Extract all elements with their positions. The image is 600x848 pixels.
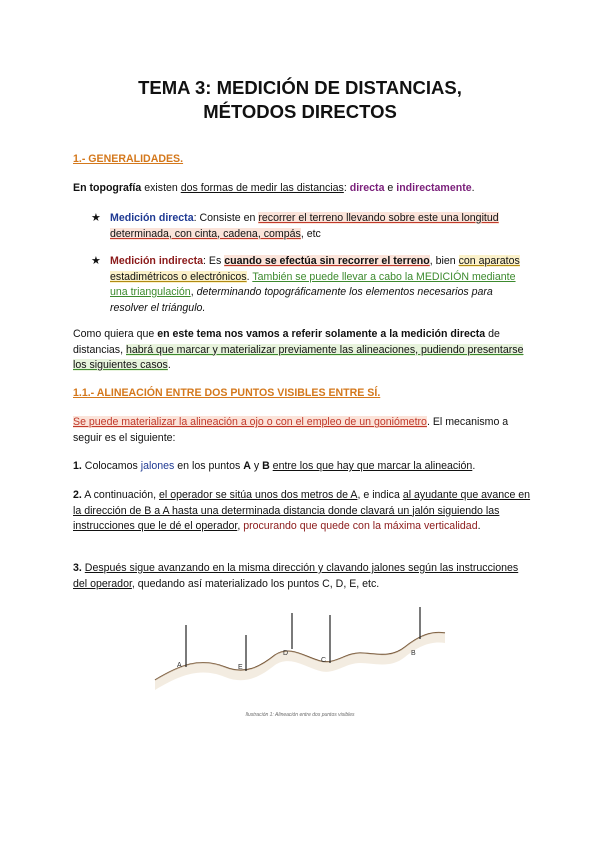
intro-underlined: dos formas de medir las distancias bbox=[180, 182, 344, 194]
label-d: D bbox=[283, 650, 289, 657]
step-red-text: procurando que quede con la máxima verticalidad bbox=[243, 520, 478, 532]
bullet-label: Medición indirecta bbox=[110, 255, 204, 267]
step-1 bbox=[73, 459, 533, 475]
para-text: . bbox=[167, 359, 171, 371]
step-text: , quedando así materializado los puntos C, D, E, etc. bbox=[131, 577, 380, 590]
heading-text: 1.- GENERALIDADES. bbox=[73, 153, 184, 165]
title-line-1: TEMA 3: MEDICIÓN DE DISTANCIAS, bbox=[138, 77, 462, 98]
bullet-medicion-indirecta bbox=[110, 254, 520, 316]
intro-directa: directa bbox=[349, 182, 385, 194]
para-highlight: Se puede materializar la alineación a ojo o con el empleo de un goniómetro bbox=[73, 416, 427, 428]
step-text: y bbox=[250, 460, 263, 472]
step-text: Colocamos bbox=[81, 460, 141, 472]
step-number: 3. bbox=[73, 562, 82, 574]
step-3 bbox=[73, 561, 533, 592]
step-text: . bbox=[472, 460, 476, 472]
step-text: en los puntos bbox=[174, 460, 244, 472]
step-point-a: A bbox=[243, 460, 251, 472]
step-2 bbox=[73, 488, 533, 535]
figure-caption: Ilustración 1: Alineación entre dos puntos visibles bbox=[245, 712, 355, 718]
para-bold: en este tema nos vamos a referir solamente a la medición directa bbox=[157, 328, 486, 340]
bullet-text: : Consiste en bbox=[193, 212, 259, 224]
step-underlined: al ayudante que avance en la dirección de B a A hasta una determinada distancia donde clavará un jalón siguiendo las instrucciones que le dé el operador bbox=[73, 489, 531, 532]
bullet-text: : Es bbox=[203, 255, 225, 267]
bullet-text: , bien bbox=[429, 255, 459, 267]
label-b: B bbox=[411, 650, 416, 657]
intro-paragraph bbox=[73, 181, 533, 197]
bullet-text: , etc bbox=[300, 227, 321, 240]
label-a: A bbox=[177, 662, 182, 669]
paragraph-medicion-directa bbox=[73, 327, 533, 374]
bullet-medicion-directa bbox=[110, 211, 520, 242]
bullet-highlight: recorrer el terreno llevando sobre este una longitud determinada, con cinta, cadena, compás bbox=[110, 212, 499, 240]
para-text: . El mecanismo a seguir es el siguiente: bbox=[73, 416, 509, 444]
star-bullet-icon: ★ bbox=[91, 255, 101, 267]
step-number: 2. bbox=[73, 489, 82, 501]
bullet-highlight: cuando se efectúa sin recorrer el terreno bbox=[224, 255, 430, 267]
section-heading-alineacion bbox=[73, 386, 533, 402]
bullet-label: Medición directa bbox=[110, 212, 194, 224]
step-point-b: B bbox=[262, 460, 270, 472]
label-e: E bbox=[238, 664, 243, 671]
intro-term: En topografía bbox=[73, 182, 142, 194]
intro-text: existen bbox=[141, 182, 181, 194]
step-underlined: entre los que hay que marcar la alineación bbox=[272, 460, 473, 472]
paragraph-materializar bbox=[73, 415, 533, 446]
intro-text: . bbox=[471, 182, 475, 194]
intro-indirectamente: indirectamente bbox=[396, 182, 472, 194]
step-text: A continuación, bbox=[81, 489, 159, 501]
intro-text: e bbox=[384, 182, 397, 194]
intro-text: : bbox=[343, 182, 350, 194]
para-text: Como quiera que bbox=[73, 328, 158, 340]
label-c: C bbox=[321, 657, 327, 664]
step-underlined: Después sigue avanzando en la misma dirección y clavando jalones según las instrucciones del operador bbox=[73, 562, 519, 590]
para-text: de distancias, bbox=[73, 328, 500, 356]
step-number: 1. bbox=[73, 460, 82, 472]
bullet-italic: determinando topográficamente los elementos necesarios para resolver el triángulo. bbox=[110, 286, 493, 314]
step-text: , bbox=[237, 520, 244, 532]
star-bullet-icon: ★ bbox=[91, 212, 101, 224]
step-jalones: jalones bbox=[140, 460, 175, 472]
step-text: . bbox=[477, 520, 481, 532]
bullet-highlight: con aparatos estadimétricos o electrónicos bbox=[110, 255, 520, 283]
heading-text: 1.1.- ALINEACIÓN ENTRE DOS PUNTOS VISIBLES ENTRE SÍ. bbox=[73, 387, 381, 399]
title-line-2: MÉTODOS DIRECTOS bbox=[203, 101, 397, 122]
para-highlight: habrá que marcar y materializar previamente las alineaciones, pudiendo presentarse los siguientes casos bbox=[73, 343, 524, 371]
bullet-green: También se puede llevar a cabo la MEDICIÓN mediante una triangulación bbox=[110, 270, 516, 298]
bullet-text: , bbox=[190, 286, 197, 298]
terrain-hatch bbox=[155, 633, 445, 690]
alignment-figure bbox=[150, 605, 450, 715]
section-heading-generalidades bbox=[73, 152, 533, 168]
step-text: , e indica bbox=[357, 489, 403, 501]
page-title bbox=[0, 76, 600, 124]
step-underlined: el operador se sitúa unos dos metros de A bbox=[159, 489, 358, 501]
bullet-text: . bbox=[246, 270, 253, 283]
